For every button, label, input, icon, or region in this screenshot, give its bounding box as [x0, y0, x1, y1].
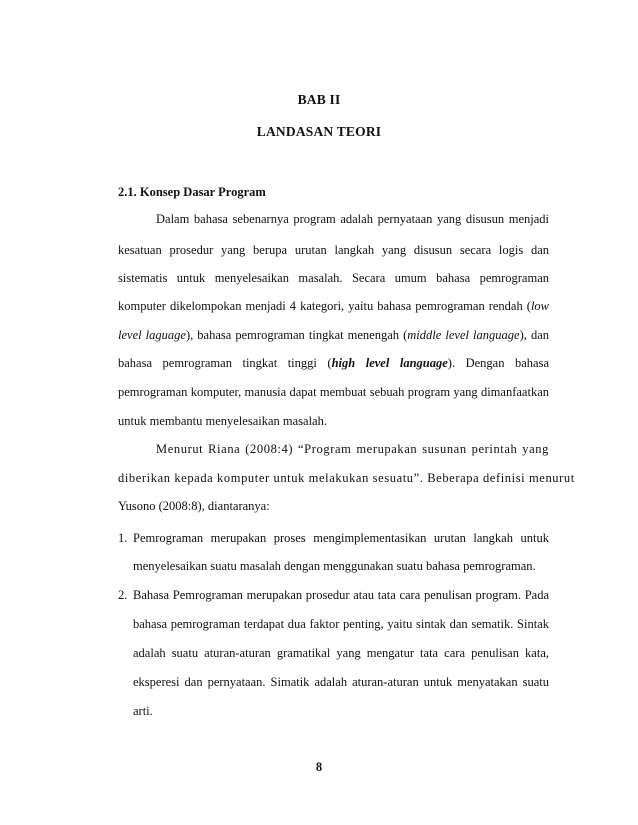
list-item-line: adalah suatu aturan-aturan gramatikal yang mengatur tata cara penulisan kata,: [133, 646, 549, 660]
text-span: bahasa pemrograman tingkat tinggi (: [118, 356, 332, 370]
paragraph-line: [118, 327, 549, 343]
text-span: ), bahasa pemrograman tingkat menengah (: [185, 328, 408, 342]
paragraph-line: Dalam bahasa sebenarnya program adalah pernyataan yang disusun menjadi: [156, 212, 549, 226]
paragraph-line: pemrograman komputer, manusia dapat membuat sebuah program yang dimanfaatkan: [118, 385, 549, 399]
italic-term: level laguage: [118, 328, 186, 342]
page-number: 8: [315, 760, 323, 774]
italic-term: high level language: [331, 356, 448, 370]
list-item-line: Bahasa Pemrograman merupakan prosedur atau tata cara penulisan program. Pada: [133, 588, 549, 602]
paragraph-line: sistematis untuk menyelesaikan masalah. Secara umum bahasa pemrograman: [118, 271, 549, 285]
paragraph-line: kesatuan prosedur yang berupa urutan langkah yang disusun secara logis dan: [118, 243, 549, 257]
paragraph-line: Menurut Riana (2008:4) “Program merupakan susunan perintah yang: [156, 442, 549, 456]
section-heading: 2.1. Konsep Dasar Program: [118, 185, 266, 199]
chapter-number: BAB II: [297, 92, 341, 107]
list-item-line: arti.: [133, 704, 153, 718]
list-number: 1.: [118, 531, 128, 545]
text-span: ), dan: [519, 328, 549, 342]
list-item-line: bahasa pemrograman terdapat dua faktor penting, yaitu sintak dan sematik. Sintak: [133, 617, 549, 631]
text-span: komputer dikelompokan menjadi 4 kategori, yaitu bahasa pemrograman rendah (: [118, 299, 531, 313]
paragraph-line: diberikan kepada komputer untuk melakukan sesuatu”. Beberapa definisi menurut: [118, 471, 575, 485]
chapter-title: LANDASAN TEORI: [256, 124, 382, 139]
paragraph-line: [118, 355, 549, 371]
paragraph-line: Yusono (2008:8), diantaranya:: [118, 499, 270, 513]
italic-term: low: [530, 299, 549, 313]
list-item-line: Pemrograman merupakan proses mengimplementasikan urutan langkah untuk: [133, 531, 549, 545]
italic-term: middle level language: [407, 328, 520, 342]
paragraph-line: [118, 298, 549, 314]
list-item-line: eksperesi dan pernyataan. Simatik adalah aturan-aturan untuk menyatakan suatu: [133, 675, 549, 689]
list-number: 2.: [118, 588, 128, 602]
paragraph-line: untuk membantu menyelesaikan masalah.: [118, 414, 327, 428]
list-item-line: menyelesaikan suatu masalah dengan menggunakan suatu bahasa pemrograman.: [133, 559, 536, 573]
text-span: ). Dengan bahasa: [447, 356, 549, 370]
